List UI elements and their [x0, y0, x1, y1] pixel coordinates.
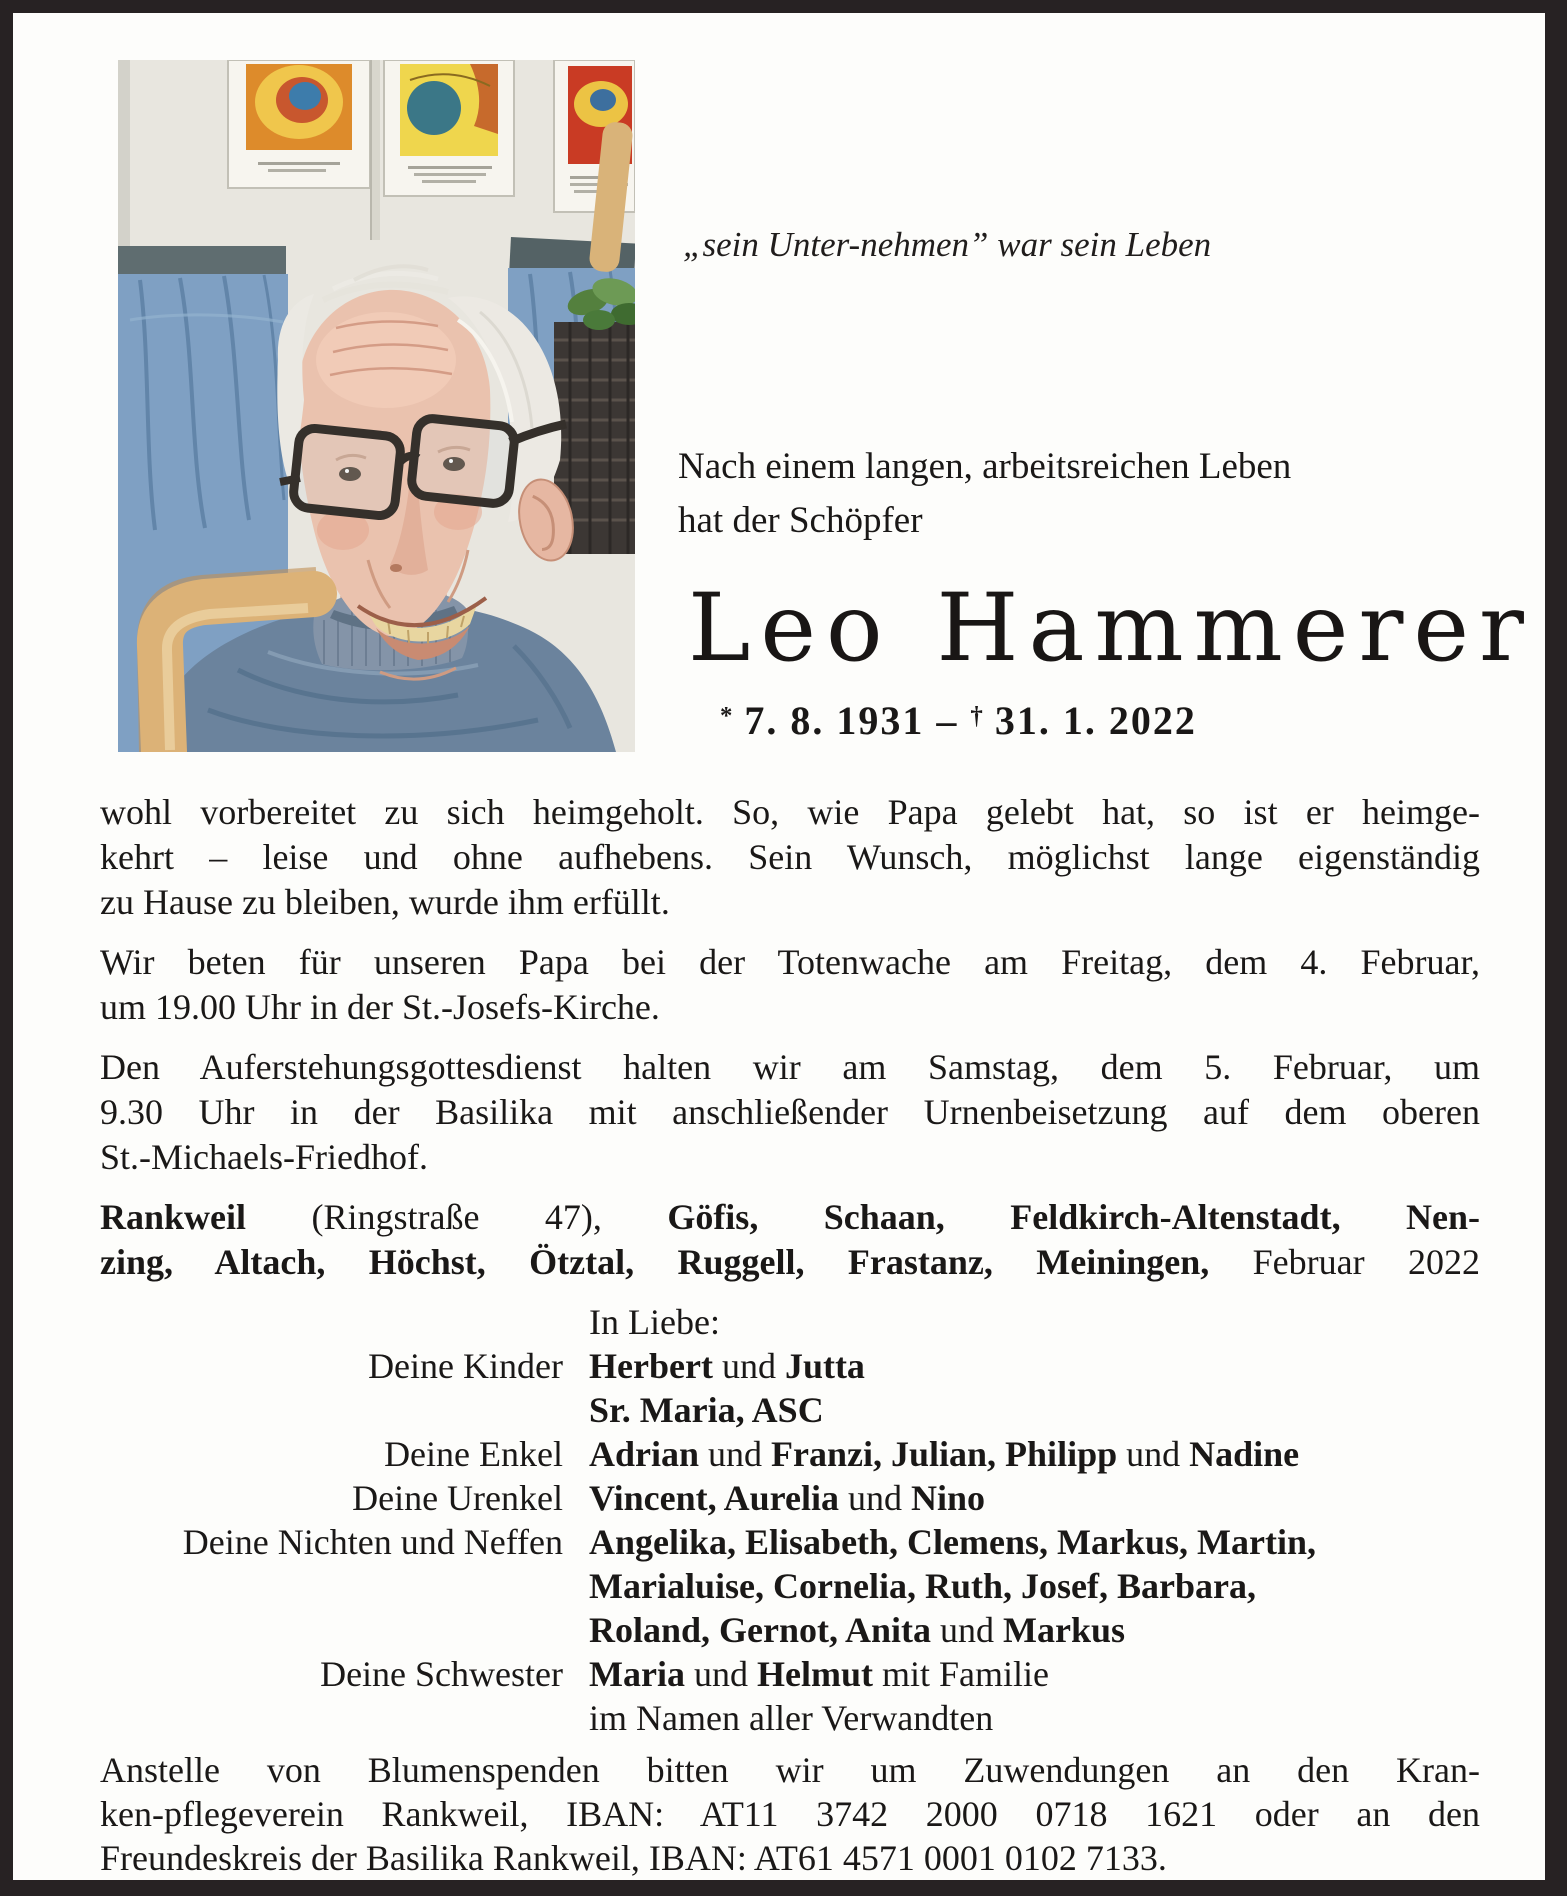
- family-role-label: Deine Schwester: [320, 1654, 563, 1694]
- family-role-label: Deine Enkel: [384, 1434, 563, 1474]
- family-role-label: [100, 1300, 563, 1344]
- text-segment: Nino: [911, 1478, 986, 1518]
- text-segment: mit Familie: [872, 1654, 1049, 1694]
- text-segment: zing, Altach, Höchst, Ötztal, Ruggell, Frastanz, Meiningen,: [100, 1242, 1210, 1282]
- text-segment: 31. 1. 2022: [982, 698, 1197, 743]
- family-names: [589, 1388, 1480, 1432]
- farewell-list: [100, 1300, 1480, 1740]
- text-segment: 7. 8. 1931 –: [732, 698, 971, 743]
- text-line: ken-pflegeverein Rankweil, IBAN: AT11 3742 2000 0718 1621 oder an den: [100, 1794, 1480, 1834]
- text-segment: Helmut: [756, 1654, 873, 1694]
- text-segment: Jutta: [784, 1346, 865, 1386]
- text-line: zu Hause zu bleiben, wurde ihm erfüllt.: [100, 882, 670, 922]
- funeral-paragraph: [100, 1045, 1480, 1180]
- family-names: [589, 1564, 1480, 1608]
- donation-paragraph: [100, 1748, 1480, 1880]
- family-role-label: [100, 1608, 563, 1652]
- family-role-label: [100, 1564, 563, 1608]
- header: [100, 13, 1534, 775]
- text-segment: †: [970, 702, 983, 730]
- family-names: [589, 1432, 1480, 1476]
- text-segment: Herbert: [589, 1346, 713, 1386]
- farewell-row: [100, 1564, 1480, 1608]
- family-names: [589, 1300, 1480, 1344]
- farewell-row: [100, 1652, 1480, 1696]
- intro-text: [678, 440, 1291, 548]
- text-line: [100, 1240, 1480, 1285]
- text-segment: und: [931, 1610, 1004, 1650]
- text-segment: Franzi, Julian, Philipp: [771, 1434, 1118, 1474]
- farewell-row: [100, 1476, 1480, 1520]
- family-names: [589, 1652, 1480, 1696]
- family-role-label: [100, 1388, 563, 1432]
- family-role-label: Deine Urenkel: [352, 1478, 563, 1518]
- text-line: 9.30 Uhr in der Basilika mit anschließender Urnenbeisetzung auf dem oberen: [100, 1092, 1480, 1132]
- text-segment: Roland, Gernot, Anita: [589, 1610, 932, 1650]
- text-segment: Göfis, Schaan, Feldkirch-Altenstadt, Nen-: [667, 1197, 1480, 1237]
- text-segment: In Liebe:: [589, 1302, 720, 1342]
- text-line: kehrt – leise und ohne aufhebens. Sein Wunsch, möglichst lange eigenständig: [100, 837, 1480, 877]
- text-segment: Angelika, Elisabeth, Clemens, Markus, Martin,: [589, 1522, 1317, 1562]
- family-names: [589, 1476, 1480, 1520]
- family-role-label: Deine Nichten und Neffen: [182, 1522, 563, 1562]
- family-names: [589, 1696, 1480, 1740]
- farewell-row: [100, 1432, 1480, 1476]
- content-area: [100, 13, 1534, 1880]
- family-names: [589, 1344, 1480, 1388]
- family-names: [589, 1608, 1480, 1652]
- text-segment: Nadine: [1189, 1434, 1300, 1474]
- text-line: Anstelle von Blumenspenden bitten wir um Zuwendungen an den Kran-: [100, 1750, 1480, 1790]
- text-segment: Maria: [589, 1654, 685, 1694]
- text-segment: Sr. Maria, ASC: [589, 1390, 824, 1430]
- text-segment: Adrian: [589, 1434, 700, 1474]
- portrait-photo: [118, 60, 635, 752]
- text-line: Wir beten für unseren Papa bei der Totenwache am Freitag, dem 4. Februar,: [100, 942, 1480, 982]
- text-segment: Vincent, Aurelia: [589, 1478, 839, 1518]
- text-segment: und: [839, 1478, 911, 1518]
- text-line: um 19.00 Uhr in der St.-Josefs-Kirche.: [100, 987, 660, 1027]
- family-names: [589, 1520, 1480, 1564]
- text-line: Freundeskreis der Basilika Rankweil, IBAN: AT61 4571 0001 0102 7133.: [100, 1838, 1167, 1878]
- text-line: wohl vorbereitet zu sich heimgeholt. So, wie Papa gelebt hat, so ist er heimge-: [100, 792, 1480, 832]
- text-segment: Marialuise, Cornelia, Ruth, Josef, Barbara,: [589, 1566, 1256, 1606]
- obituary-card: [13, 13, 1545, 1880]
- life-dates: [720, 697, 1197, 744]
- text-segment: und: [684, 1654, 757, 1694]
- farewell-row: [100, 1696, 1480, 1740]
- wake-paragraph: [100, 940, 1480, 1030]
- opening-paragraph: [100, 790, 1480, 925]
- text-segment: *: [720, 702, 733, 730]
- farewell-row: [100, 1344, 1480, 1388]
- text-line: St.-Michaels-Friedhof.: [100, 1137, 428, 1177]
- places-line: [100, 1195, 1480, 1285]
- text-segment: Markus: [1003, 1610, 1126, 1650]
- farewell-row: [100, 1388, 1480, 1432]
- family-role-label: [100, 1696, 563, 1740]
- life-motto: „sein Unter-nehmen” war sein Leben: [683, 225, 1212, 264]
- text-line: [100, 1195, 1480, 1240]
- text-line: hat der Schöpfer: [678, 500, 923, 541]
- text-segment: und: [699, 1434, 772, 1474]
- text-segment: im Namen aller Verwandten: [589, 1698, 994, 1738]
- text-segment: und: [1117, 1434, 1190, 1474]
- text-line: Den Auferstehungsgottesdienst halten wir am Samstag, dem 5. Februar, um: [100, 1047, 1480, 1087]
- farewell-row: [100, 1300, 1480, 1344]
- deceased-name: Leo Hammerer: [688, 574, 1534, 683]
- farewell-row: [100, 1608, 1480, 1652]
- text-segment: Februar 2022: [1209, 1242, 1480, 1282]
- family-role-label: Deine Kinder: [368, 1346, 563, 1386]
- farewell-row: [100, 1520, 1480, 1564]
- text-line: Nach einem langen, arbeitsreichen Leben: [678, 446, 1292, 487]
- text-segment: und: [712, 1346, 785, 1386]
- text-segment: (Ringstraße 47),: [246, 1197, 668, 1237]
- text-segment: Rankweil: [100, 1197, 247, 1237]
